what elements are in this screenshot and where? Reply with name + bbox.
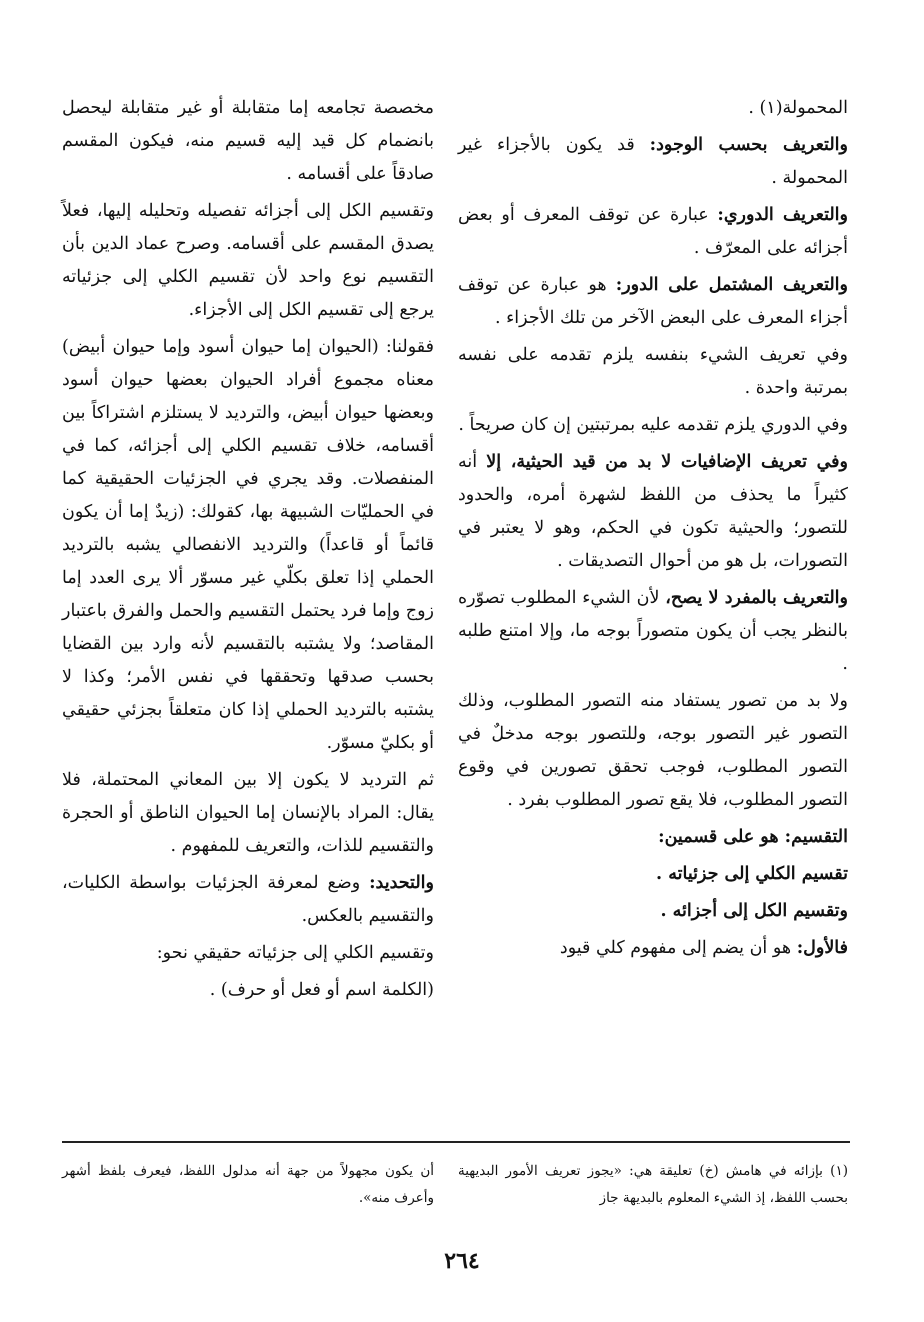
page-number: ٢٦٤ <box>444 1248 480 1274</box>
paragraph <box>458 409 848 442</box>
left-column <box>62 92 434 1011</box>
paragraph-text: أنه كثيراً ما يحذف من اللفظ لشهرة أمره، والحدود للتصور؛ والحيثية تكون في الحكم، وهو لا يعتبر في التصورات، بل هو من أحوال التصديقات . <box>458 452 848 571</box>
footnote-left: أن يكون مجهولاً من جهة أنه مدلول اللفظ، فيعرف بلفظ أشهر وأعرف منه». <box>62 1163 434 1206</box>
paragraph <box>62 867 434 933</box>
paragraph: (الكلمة اسم أو فعل أو حرف) . <box>209 980 434 1000</box>
term-heading: والتحديد: <box>369 873 434 893</box>
paragraph-text: وضع لمعرفة الجزئيات بواسطة الكليات، والتقسيم بالعكس. <box>62 873 434 926</box>
term-heading: والتعريف بحسب الوجود: <box>649 135 848 155</box>
paragraph-text: لأن الشيء المطلوب تصوّره بالنظر يجب أن يكون متصوراً بوجه ما، وإلا امتنع طلبه . <box>458 588 848 674</box>
term-heading: والتعريف بالمفرد لا يصح، <box>665 588 848 608</box>
paragraph: ثم الترديد لا يكون إلا بين المعاني المحتملة، فلا يقال: المراد بالإنسان إما الحيوان الناطق أو الحجرة والتقسيم للذات، والتعريف للمفهوم . <box>62 770 434 856</box>
paragraph <box>458 269 848 335</box>
paragraph <box>458 129 848 195</box>
paragraph: فقولنا: (الحيوان إما حيوان أسود وإما حيوان أبيض) معناه مجموع أفراد الحيوان بعضها حيوان أسود وبعضها حيوان أبيض، والترديد لا يستلزم اشتراكاً بين أقسامه، خلاف تقسيم الكلي إلى أجزائه، كما في المنفصلات. وقد يجري في الجزئيات الحقيقية كما في الحمليّات الشبيهة بها، كقولك: (زيدٌ إما أن يكون قائماً أو قاعداً) والترديد الانفصالي يشبه بالترديد الحملي إذا تعلق بكلّي غير مسوّر ألا يرى العدد إما زوج وإما فرد يحتمل التقسيم والحمل والفرق باعتبار المقاصد؛ ولا يشتبه بالتقسيم لأنه وارد بين القضايا بحسب صدقها وتحققها في نفس الأمر؛ وكذا لا يشتبه بالترديد الحملي إذا كان متعلقاً بجزئي حقيقي أو بكليّ مسوّر. <box>62 337 434 753</box>
footnote-divider <box>62 1141 850 1143</box>
term-heading: فالأول: <box>796 938 848 958</box>
paragraph <box>458 339 848 405</box>
paragraph <box>458 199 848 265</box>
footnote-right: (١) بإزائه في هامش (خ) تعليقة هي: «يجوز تعريف الأمور البديهية بحسب اللفظ، إذ الشيء المعلوم بالبديهة جاز <box>458 1163 848 1206</box>
paragraph-text: المحمولة(١) . <box>748 98 848 118</box>
term-heading: والتعريف المشتمل على الدور: <box>615 275 848 295</box>
paragraph <box>458 582 848 681</box>
paragraph-text: هو أن يضم إلى مفهوم كلي قيود <box>559 938 797 958</box>
paragraph-text: قد يكون بالأجزاء غير المحمولة . <box>458 135 848 188</box>
paragraph-text: عبارة عن توقف المعرف أو بعض أجزائه على المعرّف . <box>458 205 848 258</box>
paragraph-text: وفي تعريف الشيء بنفسه يلزم تقدمه على نفسه بمرتبة واحدة . <box>458 345 848 398</box>
paragraph: وتقسيم الكلي إلى جزئياته حقيقي نحو: <box>156 943 434 963</box>
paragraph <box>458 446 848 578</box>
paragraph-text: هو عبارة عن توقف أجزاء المعرف على البعض الآخر من تلك الأجزاء . <box>458 275 848 328</box>
right-column <box>458 92 848 969</box>
term-heading: والتعريف الدوري: <box>717 205 848 225</box>
paragraph <box>458 92 848 125</box>
paragraph-text: وفي الدوري يلزم تقدمه عليه بمرتبتين إن كان صريحاً . <box>458 415 848 435</box>
term-heading: وفي تعريف الإضافيات لا بد من قيد الحيثية، إلا <box>486 452 848 472</box>
section-heading: التقسيم: هو على قسمين: <box>658 827 848 847</box>
paragraph <box>458 932 848 965</box>
paragraph-text: ولا بد من تصور يستفاد منه التصور المطلوب، وذلك التصور غير التصور بوجه، وللتصور بوجه مدخلٌ في التصور المطلوب، فوجب تحقق تصورين في وقوع التصور المطلوب، فلا يقع تصور المطلوب بفرد . <box>458 691 848 810</box>
paragraph: وتقسيم الكل إلى أجزائه تفصيله وتحليله إليها، فعلاً يصدق المقسم على أقسامه. وصرح عماد الدين بأن التقسيم نوع واحد لأن تقسيم الكلي إلى جزئياته يرجع إلى تقسيم الكل إلى الأجزاء. <box>62 201 434 320</box>
section-item: تقسيم الكلي إلى جزئياته . <box>656 864 848 884</box>
section-item: وتقسيم الكل إلى أجزائه . <box>660 901 848 921</box>
paragraph: مخصصة تجامعه إما متقابلة أو غير متقابلة ليحصل بانضمام كل قيد إليه قسيم منه، فيكون المقسم صادقاً على أقسامه . <box>62 98 434 184</box>
paragraph <box>458 685 848 817</box>
